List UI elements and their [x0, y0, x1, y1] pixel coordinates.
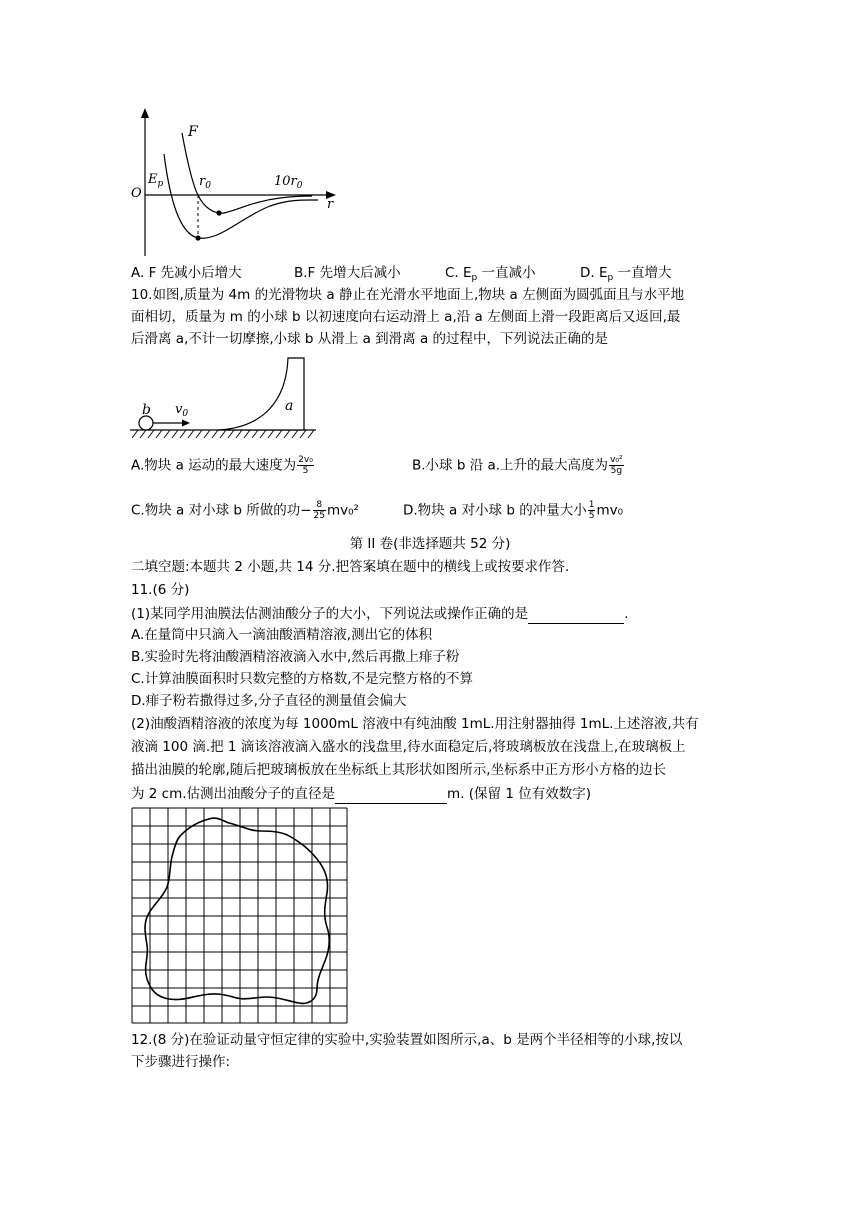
q11-part1: (1)某同学用油膜法估测油酸分子的大小，下列说法或操作正确的是 . [131, 603, 628, 624]
label-v0: $v_0$ [175, 402, 189, 419]
answer-blank-2[interactable] [335, 783, 447, 804]
q9-option-c: C. $E_p$ 一直减小 [445, 265, 536, 283]
label-b: b [142, 402, 151, 418]
oil-film-grid [131, 807, 349, 1024]
q11-option-b: B.实验时先将油酸酒精溶液滴入水中,然后再撒上痱子粉 [131, 649, 460, 665]
q11-part2-line1: (2)油酸酒精溶液的浓度为每 1000mL 溶液中有纯油酸 1mL.用注射器抽得 1mL.上述溶液,共有 [131, 716, 699, 732]
q10-option-b: B.小球 b 沿 a.上升的最大高度为 $\frac{\text{v₀²}}{5g}$ [412, 455, 623, 476]
block-a [218, 358, 304, 430]
q11-part2-line3: 描出油膜的轮廓,随后把玻璃板放在坐标纸上其形状如图所示,坐标系中正方形小方格的边长 [131, 762, 667, 778]
q11-part2-line4: 为 2 cm.估测出油酸分子的直径是 m. (保留 1 位有效数字) [131, 783, 591, 804]
label-a: a [285, 398, 294, 414]
oil-film-outline [145, 818, 329, 1003]
q10-option-a: A.物块 a 运动的最大速度为 $\frac{\text{2v₀}}{5}$ [131, 455, 313, 476]
q11-part2-line2: 液滴 100 滴.把 1 滴该溶液滴入盛水的浅盘里,待水面稳定后,将玻璃板放在浅盘上,在玻璃板上 [131, 739, 686, 755]
q9-option-b: B.F 先增大后减小 [294, 265, 401, 281]
q11-heading: 11.(6 分) [131, 582, 190, 598]
label-r0: $r_0$ [199, 174, 211, 191]
label-F: F [188, 124, 198, 140]
grid-lines [132, 808, 347, 1023]
label-10r0: $10r_0$ [274, 174, 303, 191]
q11-option-d: D.痱子粉若撒得过多,分子直径的测量值会偏大 [131, 693, 407, 709]
q10-line-3: 后滑离 a,不计一切摩擦,小球 b 从滑上 a 到滑离 a 的过程中，下列说法正确的是 [131, 331, 609, 347]
ground-hatching [132, 430, 314, 438]
label-r-axis: r [327, 197, 334, 212]
section-title: 第 II 卷(非选择题共 52 分) [349, 536, 511, 552]
ep-min-point [195, 235, 200, 240]
q10-line-1: 10.如图,质量为 4m 的光滑物块 a 静止在光滑水平地面上,物块 a 左侧面为圆弧面且与水平地 [131, 287, 685, 303]
section-intro: 二填空题:本题共 2 小题,共 14 分.把答案填在题中的横线上或按要求作答. [131, 559, 570, 575]
answer-blank-1[interactable] [528, 603, 624, 624]
q9-option-d: D. $E_p$ 一直增大 [580, 265, 672, 283]
q12-line-1: 12.(8 分)在验证动量守恒定律的实验中,实验装置如图所示,a、b 是两个半径相等的小球,按以 [131, 1032, 683, 1048]
q11-option-a: A.在量筒中只滴入一滴油酸酒精溶液,测出它的体积 [131, 627, 433, 643]
q11-option-c: C.计算油膜面积时只数完整的方格数,不是完整方格的不算 [131, 671, 474, 687]
q9-option-a: A. F 先减小后增大 [131, 265, 242, 281]
q10-option-c: C.物块 a 对小球 b 所做的功− $\frac{8}{25}$ mv₀² [131, 500, 359, 521]
q10-option-d: D.物块 a 对小球 b 的冲量大小 $\frac{1}{5}$ mv₀ [403, 500, 623, 521]
label-O: O [131, 186, 142, 201]
label-Ep: $E_p$ [148, 172, 164, 189]
f-min-point [216, 210, 221, 215]
q12-line-2: 下步骤进行操作: [131, 1054, 231, 1070]
y-axis-arrow [141, 108, 149, 118]
q10-line-2: 面相切，质量为 m 的小球 b 以初速度向右运动滑上 a,沿 a 左侧面上滑一段距离后又返回,最 [131, 309, 681, 325]
